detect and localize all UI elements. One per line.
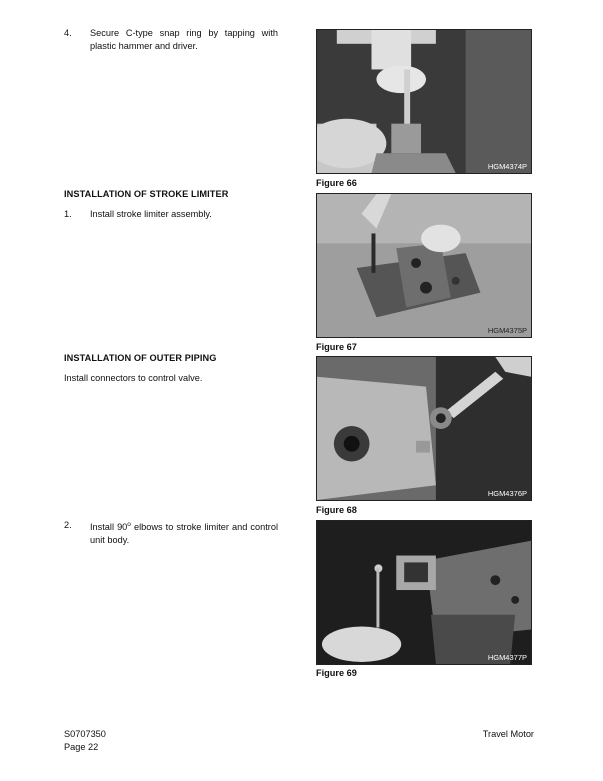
document-number: S0707350: [64, 729, 106, 739]
step-1: [64, 208, 278, 221]
step-text-part: elbows to stroke limiter and control unit body.: [90, 522, 279, 545]
figure-code: HGM4376P: [487, 489, 527, 498]
footer-section-title: Travel Motor: [482, 729, 534, 739]
section-heading-stroke-limiter: INSTALLATION OF STROKE LIMITER: [64, 189, 229, 199]
figure-68-caption: Figure 68: [316, 505, 357, 515]
step-text: [90, 519, 278, 546]
figure-code: HGM4377P: [487, 653, 527, 662]
photo-hammer-driver: [317, 30, 531, 173]
figure-66-caption: Figure 66: [316, 178, 357, 188]
figure-code: HGM4374P: [487, 162, 527, 171]
figure-66-photo: [316, 29, 532, 174]
step-text: Secure C-type snap ring by tapping with plastic hammer and driver.: [90, 28, 278, 51]
figure-67-photo: [316, 193, 532, 338]
figure-69-caption: Figure 69: [316, 668, 357, 678]
step-text-part: Install 90: [90, 522, 128, 533]
page-number: Page 22: [64, 741, 99, 752]
step-4: [64, 27, 278, 52]
step-number: 2.: [64, 520, 72, 530]
figure-67-caption: Figure 67: [316, 342, 357, 352]
photo-stroke-limiter-assembly: [317, 194, 531, 337]
figure-code: HGM4375P: [487, 326, 527, 335]
step-number: 4.: [64, 28, 72, 38]
degree-superscript: o: [127, 521, 131, 528]
outer-piping-text: Install connectors to control valve.: [64, 373, 203, 383]
step-number: 1.: [64, 209, 72, 219]
photo-elbow-installation: [317, 521, 531, 664]
figure-68-photo: [316, 356, 532, 501]
photo-control-valve-connectors: [317, 357, 531, 500]
figure-69-photo: [316, 520, 532, 665]
step-2: [64, 519, 278, 546]
footer-doc-info: [64, 728, 106, 753]
step-text: Install stroke limiter assembly.: [90, 209, 212, 219]
section-heading-outer-piping: INSTALLATION OF OUTER PIPING: [64, 353, 217, 363]
